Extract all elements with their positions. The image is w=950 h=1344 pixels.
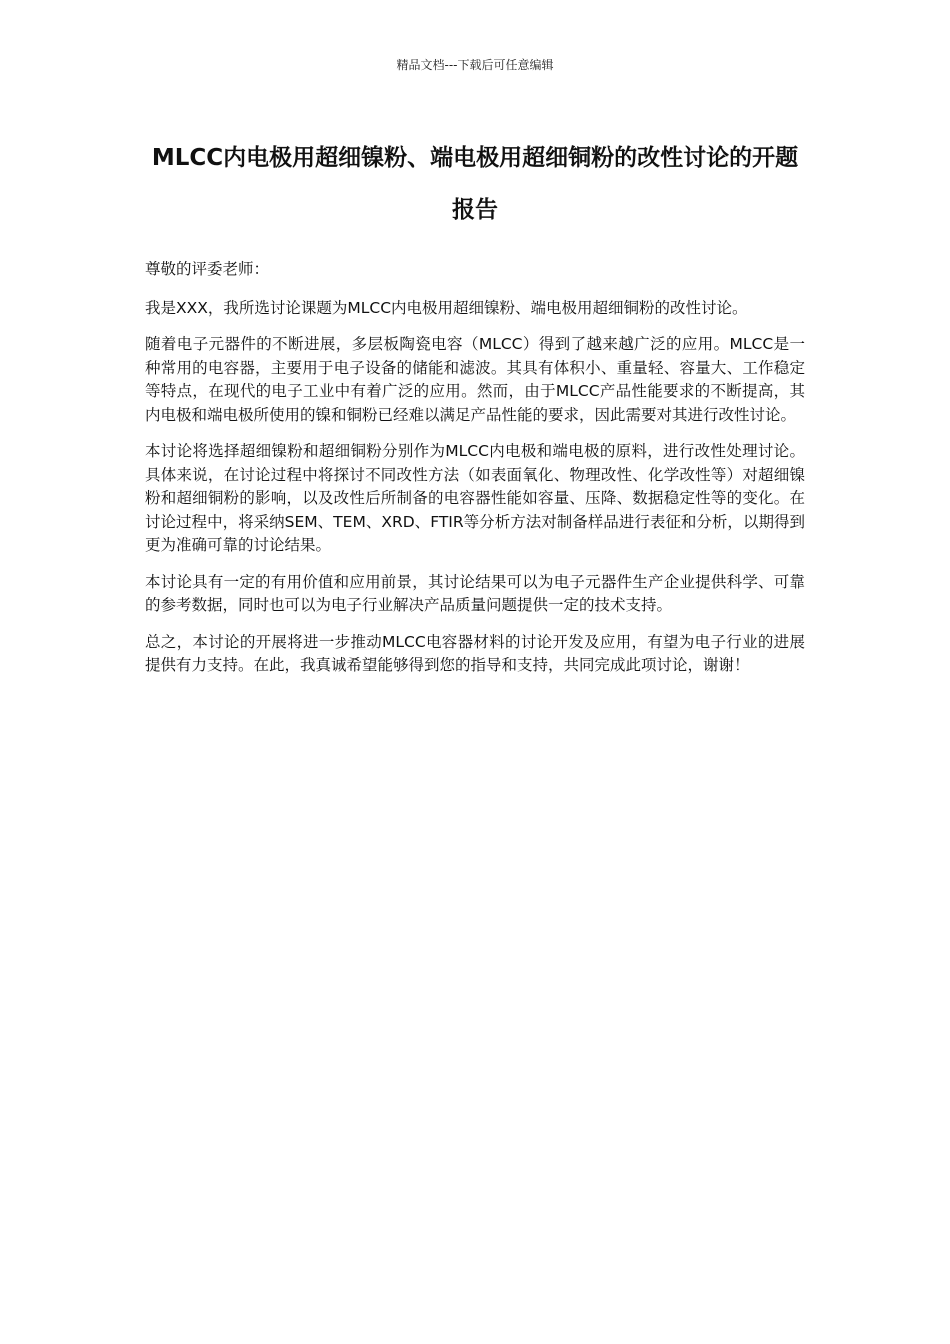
paragraph-value: 本讨论具有一定的有用价值和应用前景，其讨论结果可以为电子元器件生产企业提供科学、可靠的参考数据，同时也可以为电子行业解决产品质量问题提供一定的技术支持。 [145,572,805,614]
paragraph-methods: 本讨论将选择超细镍粉和超细铜粉分别作为MLCC内电极和端电极的原料，进行改性处理讨论。具体来说，在讨论过程中将探讨不同改性方法（如表面氧化、物理改性、化学改性等）对超细镍粉和超细铜粉的影响，以及改性后所制备的电容器性能如容量、压降、数据稳定性等的变化。在讨论过程中，将采纳SEM、TEM、XRD、FTIR等分析方法对制备样品进行表征和分析，以期得到更为准确可靠的讨论结果。 [145,442,805,554]
paragraph-conclusion: 总之，本讨论的开展将进一步推动MLCC电容器材料的讨论开发及应用，有望为电子行业的进展提供有力支持。在此，我真诚希望能够得到您的指导和支持，共同完成此项讨论，谢谢！ [145,632,805,674]
paragraph-background: 随着电子元器件的不断进展，多层板陶瓷电容（MLCC）得到了越来越广泛的应用。MLCC是一种常用的电容器，主要用于电子设备的储能和滤波。其具有体积小、重量轻、容量大、工作稳定等特点，在现代的电子工业中有着广泛的应用。然而，由于MLCC产品性能要求的不断提高，其内电极和端电极所使用的镍和铜粉已经难以满足产品性能的要求，因此需要对其进行改性讨论。 [145,335,805,424]
salutation: 尊敬的评委老师： [145,260,270,278]
document-title: MLCC内电极用超细镍粉、端电极用超细铜粉的改性讨论的开题报告 [151,145,799,223]
paragraph-introduction: 我是XXX，我所选讨论课题为MLCC内电极用超细镍粉、端电极用超细铜粉的改性讨论。 [145,298,748,317]
document-body [145,258,805,691]
header-note: 精品文档---下载后可任意编辑 [396,58,554,72]
